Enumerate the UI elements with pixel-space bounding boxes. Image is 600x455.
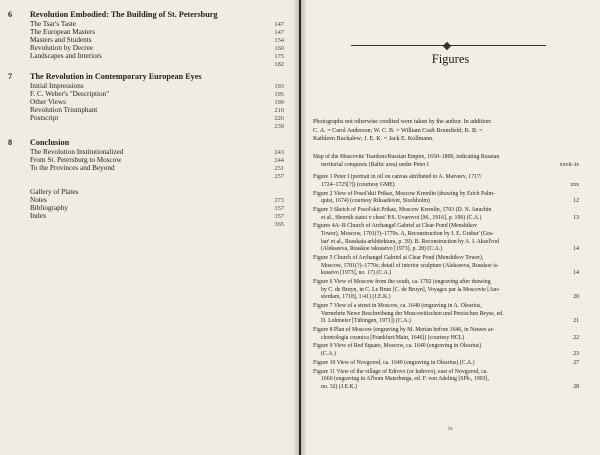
entry-title: The European Masters (30, 28, 96, 36)
entry-title: Notes (30, 196, 47, 204)
toc-entry (30, 188, 288, 196)
entry-page: 243 (274, 149, 284, 156)
figure-line: no. 32) (J.E.K.) (321, 383, 358, 390)
toc-entry (30, 44, 288, 52)
figure-line: Figure 5 Church of Archangel Gabriel at Clear Pond (Menshikov Tower), (313, 255, 484, 261)
figure-line: Tower), Moscow, 1701(?)–1770s. A, Reconstruction by I. E. Grabar' (Gra- (321, 230, 494, 237)
entry-page: 147 (274, 21, 284, 28)
figure-entry (313, 369, 579, 392)
figure-line: Figure 11 View of the village of Edrovo (or Iadrovo), east of Novgorod, ca. (313, 368, 488, 375)
entry-title: Masters and Students (30, 36, 92, 44)
section-title: The Revolution in Contemporary European Eyes (30, 72, 202, 81)
figure-entry (313, 303, 579, 326)
entry-page: 365 (274, 221, 284, 228)
toc-entry (30, 148, 288, 156)
figure-page: 27 (573, 359, 579, 366)
figure-page: 23 (573, 350, 579, 357)
figure-entry (313, 327, 579, 342)
entry-page: 199 (274, 99, 284, 106)
entry-title: Gallery of Plates (30, 188, 79, 196)
entry-page: 193 (274, 83, 284, 90)
entry-page: 175 (274, 53, 284, 60)
figure-line: quist, 1674) (courtesy Riksarkivet, Stockholm) (321, 198, 430, 205)
right-page-figures (301, 0, 600, 455)
figure-line: Figure 6 View of Moscow from the south, ca. 1702 (engraving after drawing (313, 279, 491, 285)
photo-credits (313, 118, 581, 144)
entry-page: 210 (274, 107, 284, 114)
figure-line: (C.A.) (321, 350, 336, 357)
toc-entry (30, 122, 288, 130)
entry-page: 154 (274, 37, 284, 44)
figure-page: 13 (573, 214, 579, 221)
section-title: Revolution Embodied: The Building of St. Petersburg (30, 10, 218, 19)
figure-page: xxvii–ix (559, 161, 579, 168)
entry-page: 357 (274, 205, 284, 212)
toc-entry (30, 60, 288, 68)
toc-entry (30, 20, 288, 28)
entry-title: The Revolution Institutionalized (30, 148, 124, 156)
figure-entry (313, 360, 579, 368)
toc-entry (30, 114, 288, 122)
toc-entry (30, 196, 288, 204)
ornament-diamond-icon (443, 41, 451, 49)
credit-line: Photographs not otherwise credited were taken by the author. In addition: (313, 119, 492, 125)
toc-entry (30, 164, 288, 172)
figure-entry (313, 154, 579, 169)
entry-title: Revolution Triumphant (30, 106, 98, 114)
figure-page: 28 (573, 383, 579, 390)
toc-entry (30, 52, 288, 60)
toc-entry (30, 156, 288, 164)
figure-entry (313, 174, 579, 189)
back-matter (30, 188, 288, 228)
entry-page: 257 (274, 173, 284, 180)
entry-page: 147 (274, 29, 284, 36)
entry-page: 195 (274, 91, 284, 98)
section-title: Conclusion (30, 138, 70, 147)
toc-entry (30, 90, 288, 98)
figure-page: 22 (573, 334, 579, 341)
figure-line: Figure 8 Plan of Moscow (engraving by M. Merian before 1646, in Neuwe ar- (313, 327, 495, 333)
entry-page: 273 (274, 197, 284, 204)
figure-line: territorial conquests (Baltic area) under Peter I (321, 161, 429, 168)
toc-entry (30, 82, 288, 90)
section-entries (30, 20, 288, 68)
figure-entry (313, 223, 579, 253)
entry-title: Landscapes and Interiors (30, 52, 102, 60)
page-folio: ix (448, 426, 453, 432)
entry-title: Bibliography (30, 204, 68, 212)
figure-line: bar' et al., Russkaia arkhitektura, p. 39). B. Reconstruction by A. I. Aksel'rod (321, 238, 499, 245)
toc-entry (30, 172, 288, 180)
entry-title: Other Views (30, 98, 66, 106)
figure-line: Map of the Muscovite Tsardom/Russian Empire, 1650–1800, indicating Russian (313, 154, 500, 160)
figure-line: Figure 3 Sketch of Posol'skii Prikaz, Moscow Kremlin, 1703 (D. N. Anuchin (313, 207, 492, 213)
section-number: 7 (8, 72, 13, 81)
toc-entry (30, 204, 288, 212)
toc-entry (30, 220, 288, 228)
entry-title: From St. Petersburg to Moscow (30, 156, 122, 164)
entry-title: To the Provinces and Beyond (30, 164, 115, 172)
entry-title: F. C. Weber's "Description" (30, 90, 110, 98)
book-gutter (293, 0, 307, 455)
figures-heading: Figures (431, 52, 470, 66)
section-number: 6 (8, 10, 13, 19)
figure-line: Figure 2 View of Posol'skii Prikaz, Moscow Kremlin (drawing by Erich Palm- (313, 190, 495, 197)
figure-line: kusstvo [1973], no. 17) (C.A.) (321, 270, 392, 277)
figure-page: 21 (573, 318, 579, 325)
figure-line: Vermehrte Newe Beschreibung der Muscowitischen und Persischen Reyse, ed. (321, 310, 504, 317)
figure-line: Figure 9 View of Red Square, Moscow, ca. 1640 (engraving in Olearius) (313, 343, 482, 350)
entry-page: 239 (274, 123, 284, 130)
toc-entry (30, 98, 288, 106)
credit-line: Kathleen Buckalew; J. E. K. = Jack E. Kollmann. (313, 136, 434, 143)
figure-line: sterdam, 1718], 1:41) (J.E.K.) (321, 294, 391, 301)
figure-line: Figure 1 Peter I (portrait in oil on canvas attributed to A. Matveev, 1717/ (313, 174, 482, 181)
entry-title: Initial Impressions (30, 82, 84, 90)
figure-line: Moscow, 1701(?)–1770s; detail of interior sculpture (Alekseeva, Russkoe is- (321, 262, 499, 269)
toc-entry (30, 212, 288, 220)
entry-title: Postscript (30, 114, 59, 122)
credit-line: C. A. = Carol Anderson; W. C. B. = William Craft Brumfield; K. B. = (313, 127, 483, 134)
figure-line: Figure 10 View of Novgorod, ca. 1640 (engraving in Olearius) (C.A.) (313, 359, 475, 366)
toc-entry (30, 106, 288, 114)
figure-entry (313, 279, 579, 302)
entry-title: Index (30, 212, 47, 220)
figure-line: et al., Sbornik statei v chest' P.S. Uvarovoi [M., 1916], p. 100) (C.A.) (321, 214, 482, 221)
entry-page: 226 (274, 115, 284, 122)
figure-entry (313, 207, 579, 222)
figure-page: 12 (573, 198, 579, 205)
section-entries (30, 82, 288, 130)
figure-entry (313, 191, 579, 206)
left-page-contents (0, 0, 299, 455)
figure-line: D. Lohmeier [Tübingen, 1971]) (C.A.) (321, 318, 411, 325)
entry-page: 160 (274, 45, 284, 52)
section-number: 8 (8, 138, 13, 147)
figure-page: xxx (570, 181, 579, 188)
entry-page: 251 (274, 165, 284, 172)
section-entries (30, 148, 288, 180)
entry-page: 182 (274, 61, 284, 68)
entry-title: Revolution by Decree (30, 44, 94, 52)
figure-line: chontologia cosmica [Frankfurt/Main, 1646]) (courtesy HCL) (321, 334, 465, 341)
figure-line: (Alekseeva, Russkoe iskusstvo [1973], p. 28) (C.A.) (321, 246, 443, 253)
figure-entry (313, 255, 579, 278)
entry-page: 244 (274, 157, 284, 164)
figure-entry (313, 343, 579, 358)
toc-entry (30, 36, 288, 44)
figure-line: 1724–1725[?]) (courtesy GME) (321, 181, 395, 188)
figure-page: 20 (573, 294, 579, 301)
figure-line: Figures 4A–B Church of Archangel Gabriel at Clear Pond (Menshikov (313, 223, 478, 230)
toc-entry (30, 28, 288, 36)
figure-line: 1660 (engraving in Al'bom Maierberga, ed. F. von Adeling [SPb., 1903], (321, 376, 489, 383)
entry-page: 357 (274, 213, 284, 220)
figure-page: 14 (573, 246, 579, 253)
figure-line: by C. de Bruyn, in C. Le Brun [C. de Bruyn], Voyages par la Moscovie [Am- (321, 286, 500, 293)
entry-title: The Tsar's Taste (30, 20, 76, 28)
figure-page: 14 (573, 270, 579, 277)
figure-line: Figure 7 View of a street in Moscow, ca. 1640 (engraving in A. Olearius, (313, 303, 482, 309)
